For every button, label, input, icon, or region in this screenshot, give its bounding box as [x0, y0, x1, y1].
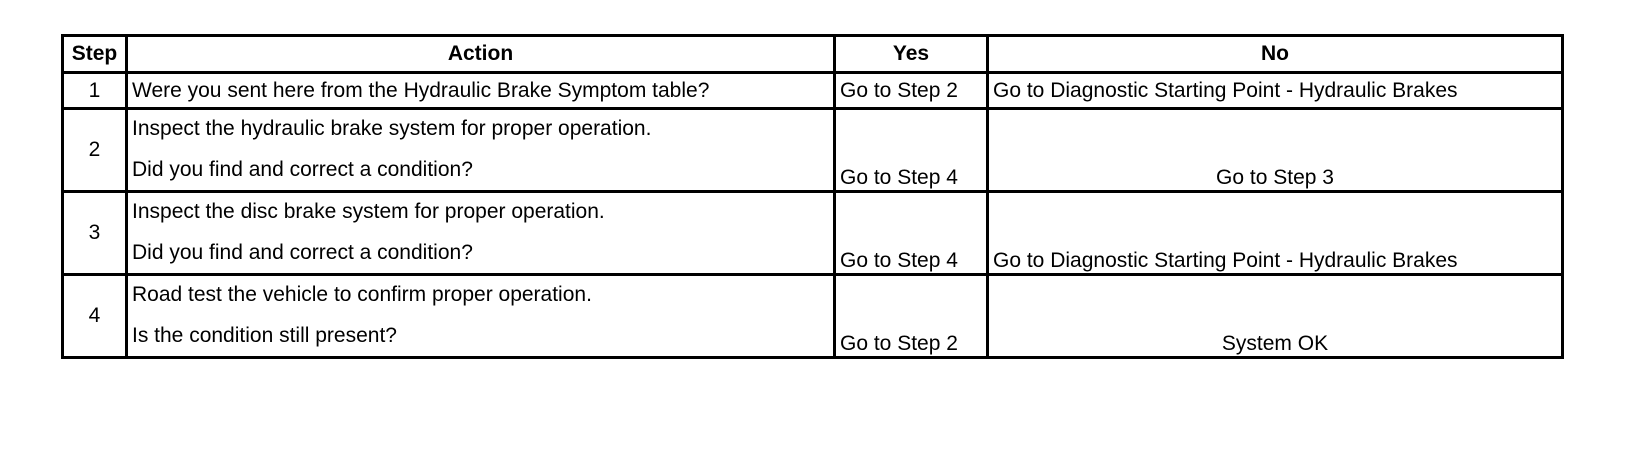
action-cell	[127, 73, 835, 109]
action-instruction: Inspect the disc brake system for proper operation.	[132, 200, 605, 223]
header-no: No	[988, 36, 1563, 73]
action-cell	[127, 192, 835, 275]
header-step: Step	[63, 36, 127, 73]
table-row	[63, 275, 1563, 358]
header-action: Action	[127, 36, 835, 73]
step-number: 3	[63, 192, 127, 275]
action-cell	[127, 109, 835, 192]
yes-cell: Go to Step 2	[835, 275, 988, 358]
no-cell: System OK	[988, 275, 1563, 358]
yes-cell: Go to Step 2	[835, 73, 988, 109]
no-cell: Go to Diagnostic Starting Point - Hydraulic Brakes	[988, 73, 1563, 109]
table-row	[63, 192, 1563, 275]
step-number: 4	[63, 275, 127, 358]
table-header	[63, 36, 1563, 73]
yes-cell: Go to Step 4	[835, 192, 988, 275]
yes-cell: Go to Step 4	[835, 109, 988, 192]
action-question: Is the condition still present?	[132, 324, 397, 347]
step-number: 1	[63, 73, 127, 109]
header-yes: Yes	[835, 36, 988, 73]
table-body	[63, 73, 1563, 358]
table-row	[63, 73, 1563, 109]
no-cell: Go to Step 3	[988, 109, 1563, 192]
action-instruction: Inspect the hydraulic brake system for proper operation.	[132, 117, 652, 140]
step-number: 2	[63, 109, 127, 192]
header-row	[63, 36, 1563, 73]
action-question: Did you find and correct a condition?	[132, 158, 473, 181]
action-question: Did you find and correct a condition?	[132, 241, 473, 264]
action-instruction: Road test the vehicle to confirm proper operation.	[132, 283, 592, 306]
diagnostic-table	[61, 34, 1564, 359]
action-question: Were you sent here from the Hydraulic Brake Symptom table?	[132, 78, 710, 102]
no-cell: Go to Diagnostic Starting Point - Hydraulic Brakes	[988, 192, 1563, 275]
table-row	[63, 109, 1563, 192]
action-cell	[127, 275, 835, 358]
